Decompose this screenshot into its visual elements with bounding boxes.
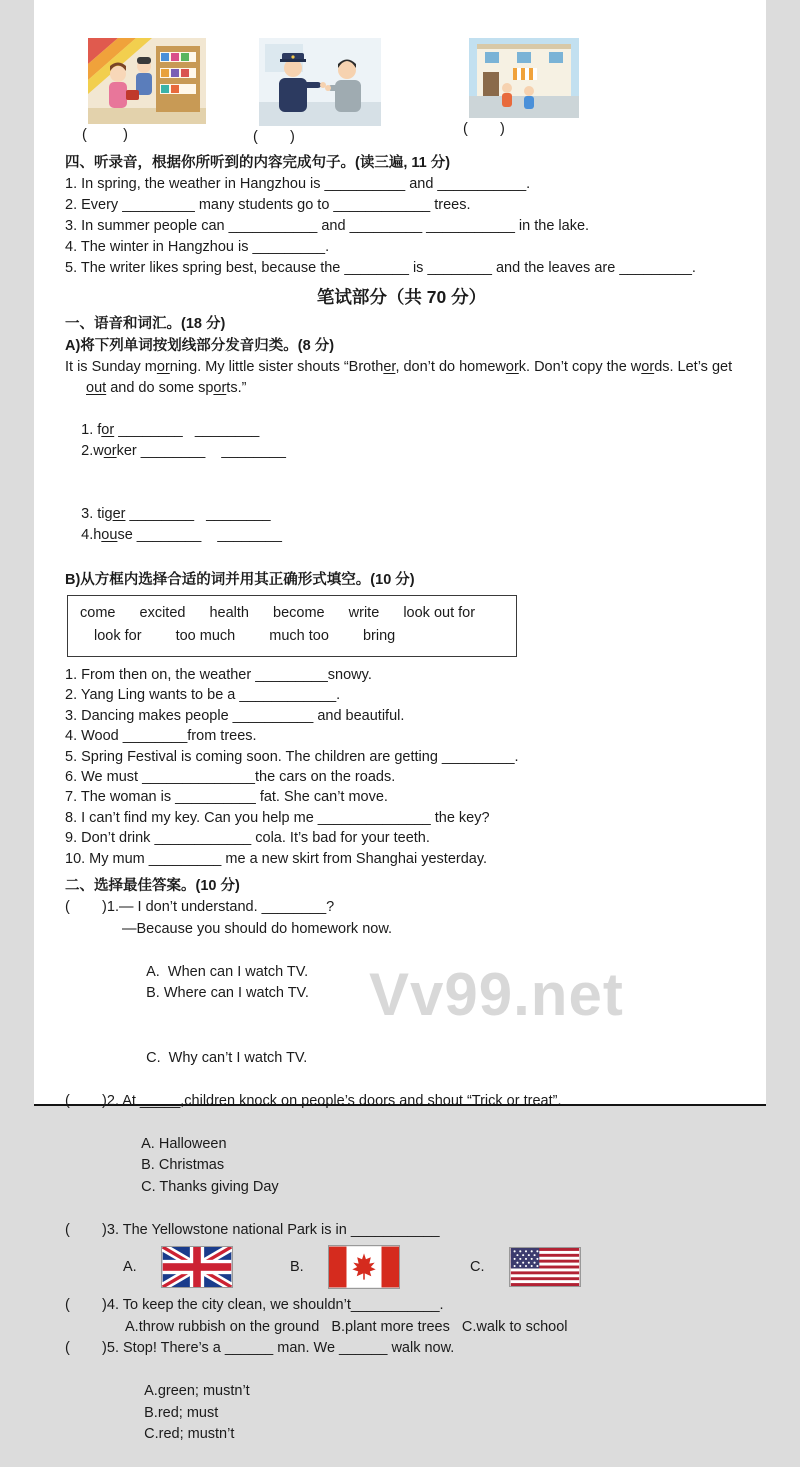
word-bank-word: much too: [269, 628, 329, 644]
answer-paren-3: ( ): [463, 121, 505, 137]
listening-picture-col-2: [253, 38, 381, 146]
fill-item-3: 3. Dancing makes people __________ and beautiful.: [65, 707, 405, 724]
listening-section-title: 四、听录音，根据你所听到的内容完成句子。(读三遍, 11 分): [65, 155, 451, 171]
phonics-word-tiger: 3. tiger ________ ________: [81, 506, 271, 522]
word-bank-word: look for: [94, 628, 142, 644]
choice-q3-option-b-label: B.: [290, 1259, 304, 1276]
choice-q1-option-b: B. Where can I watch TV.: [146, 985, 309, 1002]
choice-q3-options: [65, 1245, 738, 1289]
choice-q3-option-a-label: A.: [123, 1259, 137, 1276]
phonics-passage-line1: It is Sunday morning. My little sister shouts “Brother, don’t do homework. Don’t copy the words. Let’s get: [65, 359, 733, 375]
phonics-word-house: 4.house ________ ________: [81, 527, 282, 543]
choice-q1-option-a: A. When can I watch TV.: [146, 963, 309, 980]
street-scene-picture: [469, 38, 579, 118]
phonics-passage-line2: out and do some sports.”: [86, 380, 247, 396]
listening-picture-col-3: [463, 38, 579, 146]
fill-item-2: 2. Yang Ling wants to be a ____________.: [65, 687, 341, 704]
listening-item-4: 4. The winter in Hangzhou is _________.: [65, 239, 330, 255]
choice-q5-option-b: B.red; must: [144, 1404, 219, 1421]
listening-picture-col-1: [82, 38, 206, 146]
choice-q2-option-b: B. Christmas: [141, 1157, 225, 1174]
listening-item-3: 3. In summer people can ___________ and _________ ___________ in the lake.: [65, 218, 590, 234]
word-bank-word: too much: [175, 628, 236, 644]
word-bank-word: become: [273, 605, 325, 621]
choice-q5-options: [65, 1360, 738, 1467]
part2-title: 二、选择最佳答案。(10 分): [65, 878, 240, 895]
phonics-classify-row-1: [65, 399, 738, 483]
fill-in-items: [65, 665, 738, 869]
phonics-word-worker: 2.worker ________ ________: [81, 443, 286, 459]
word-bank-word: come: [80, 605, 116, 621]
choice-q3-option-c: [470, 1247, 581, 1287]
word-bank-word: write: [348, 605, 380, 621]
choice-q2-line1: ( )2. At _____,children knock on people’s doors and shout “Trick or treat”.: [65, 1092, 562, 1109]
flag-uk-icon: [161, 1246, 233, 1288]
fill-item-5: 5. Spring Festival is coming soon. The children are getting _________.: [65, 748, 519, 765]
choice-q1-option-c: C. Why can’t I watch TV.: [146, 1049, 308, 1066]
choice-q2-option-a: A. Halloween: [141, 1135, 227, 1152]
flag-usa-icon: [509, 1247, 581, 1287]
choice-q2-options: [65, 1112, 738, 1220]
choice-q3-option-b: [290, 1245, 470, 1289]
fill-item-1: 1. From then on, the weather _________snowy.: [65, 667, 372, 683]
fill-item-4: 4. Wood ________from trees.: [65, 728, 257, 745]
fill-item-7: 7. The woman is __________ fat. She can’t move.: [65, 789, 388, 806]
choice-q3-option-c-label: C.: [470, 1259, 485, 1276]
part1-title: 一、语音和词汇。(18 分): [65, 316, 226, 332]
shopping-scene-picture: [88, 38, 206, 124]
listening-item-1: 1. In spring, the weather in Hangzhou is __________ and ___________.: [65, 176, 531, 192]
choice-q3-line1: ( )3. The Yellowstone national Park is in ___________: [65, 1221, 440, 1238]
exam-paper-page: [34, 0, 766, 1443]
choice-q3-option-a: [123, 1246, 290, 1288]
phonics-classify-row-2: [65, 483, 738, 567]
choice-q5-option-a: A.green; mustn’t: [144, 1383, 250, 1400]
choice-q5-line1: ( )5. Stop! There’s a ______ man. We ______ walk now.: [65, 1340, 455, 1357]
choice-q1-line2: —Because you should do homework now.: [122, 920, 393, 937]
phonics-word-for: 1. for ________ ________: [81, 422, 260, 438]
choice-q1-options-row2: [65, 1026, 738, 1091]
fill-item-8: 8. I can’t find my key. Can you help me ______________ the key?: [65, 809, 490, 826]
site-watermark: Vv99.net: [369, 961, 624, 1028]
fill-item-6: 6. We must ______________the cars on the roads.: [65, 769, 396, 786]
choice-q4-options: A.throw rubbish on the ground B.plant more trees C.walk to school: [125, 1318, 568, 1335]
choice-q4-line1: ( )4. To keep the city clean, we shouldn’t___________.: [65, 1297, 444, 1314]
policeman-scene-picture: [259, 38, 381, 126]
answer-paren-2: ( ): [253, 129, 295, 145]
choice-q5-option-c: C.red; mustn’t: [144, 1426, 235, 1443]
choice-q2-option-c: C. Thanks giving Day: [141, 1178, 279, 1195]
word-bank-word: excited: [139, 605, 186, 621]
word-bank-word: look out for: [403, 605, 476, 621]
flag-canada-icon: [328, 1245, 400, 1289]
word-bank-word: bring: [362, 628, 396, 644]
word-bank-box: [67, 595, 517, 657]
word-bank-word: health: [209, 605, 249, 621]
part1-b-title: B)从方框内选择合适的词并用其正确形式填空。(10 分): [65, 572, 415, 588]
written-part-title: 笔试部分（共 70 分）: [316, 287, 487, 307]
word-bank-row-2: [80, 625, 508, 648]
choice-q1-options-row1: [65, 940, 738, 1026]
listening-item-2: 2. Every _________ many students go to ____________ trees.: [65, 197, 471, 213]
listening-item-5: 5. The writer likes spring best, because the ________ is ________ and the leaves are _________.: [65, 260, 696, 276]
answer-paren-1: ( ): [82, 127, 128, 143]
word-bank-row-1: [80, 602, 508, 625]
fill-item-9: 9. Don’t drink ____________ cola. It’s bad for your teeth.: [65, 830, 430, 847]
choice-q1-line1: ( )1.— I don’t understand. ________?: [65, 899, 335, 916]
part1-a-title: A)将下列单词按划线部分发音归类。(8 分): [65, 338, 335, 354]
listening-pictures-row: [82, 38, 738, 146]
fill-item-10: 10. My mum _________ me a new skirt from Shanghai yesterday.: [65, 850, 488, 867]
